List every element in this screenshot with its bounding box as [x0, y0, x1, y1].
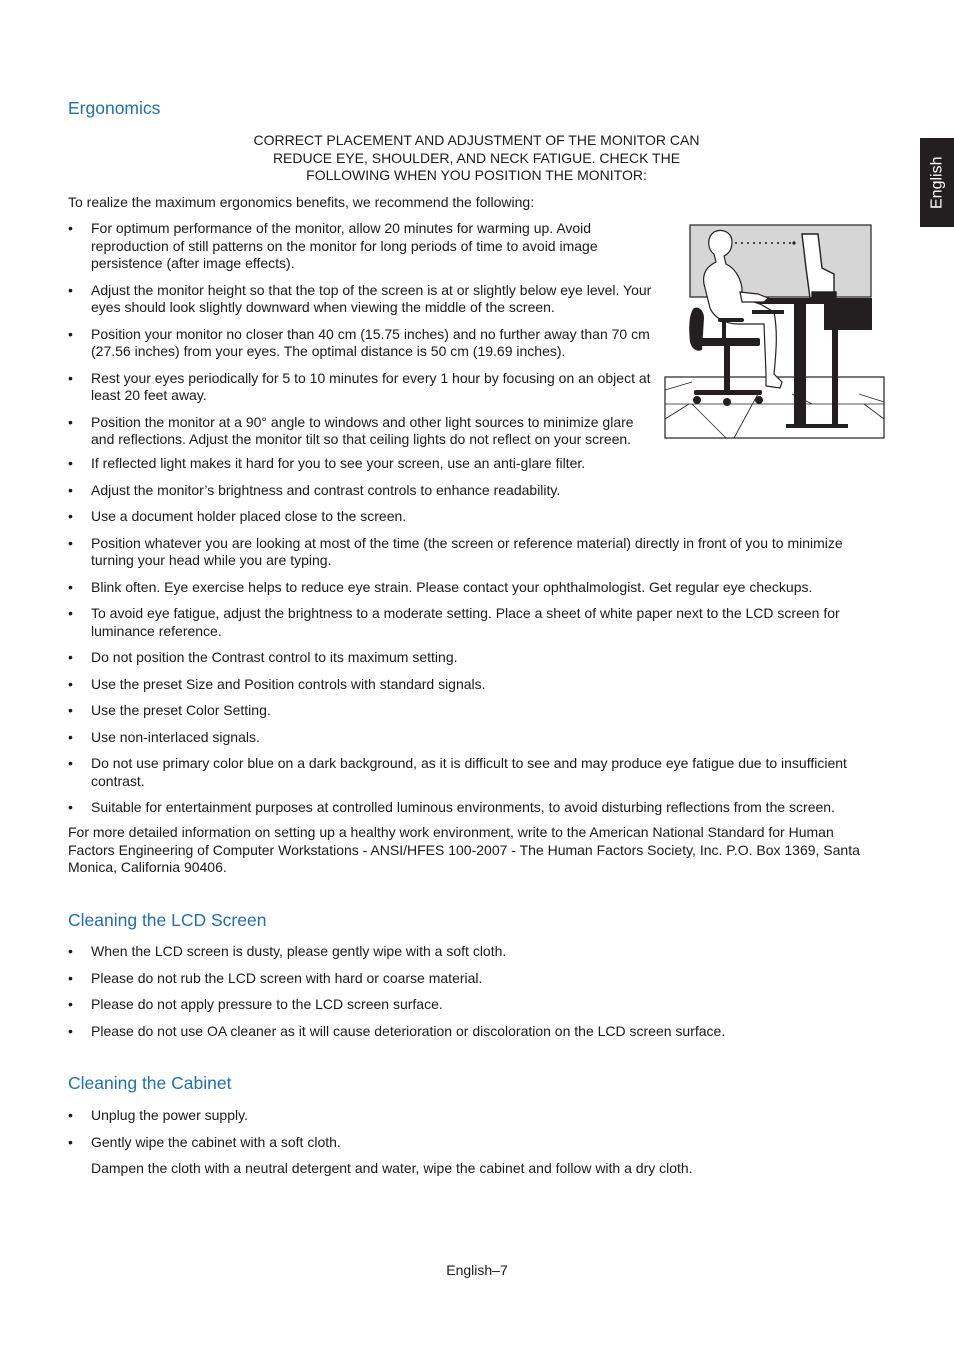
- list-item: • Gently wipe the cabinet with a soft cloth.: [68, 1133, 341, 1150]
- list-item: • Use non-interlaced signals.: [68, 728, 260, 745]
- section-heading-ergonomics: Ergonomics: [68, 98, 161, 118]
- bullet: •: [68, 799, 73, 815]
- list-item: • Position whatever you are looking at most of the time (the screen or reference material) directly in front of you to minimize turning your head while you are typing.: [68, 534, 843, 568]
- bullet: •: [68, 220, 73, 236]
- bullet: •: [68, 728, 73, 745]
- list-item: • Please do not apply pressure to the LCD screen surface.: [68, 996, 443, 1012]
- list-item: • Blink often. Eye exercise helps to reduce eye strain. Please contact your ophthalmologist. Get regular eye checkups.: [68, 578, 813, 595]
- cleaning-lcd-list: [68, 943, 873, 1049]
- list-item: • Unplug the power supply.: [68, 1107, 248, 1123]
- bullet: •: [68, 413, 73, 430]
- bullet: •: [68, 578, 73, 595]
- bullet: •: [68, 969, 73, 986]
- list-item: • Please do not use OA cleaner as it will cause deterioration or discoloration on the LCD screen surface.: [68, 1022, 726, 1039]
- list-item: • Adjust the monitor’s brightness and contrast controls to enhance readability.: [68, 481, 561, 498]
- bullet: •: [68, 943, 73, 959]
- list-item: • To avoid eye fatigue, adjust the brightness to a moderate setting. Place a sheet of white paper next to the LCD screen for luminance reference.: [68, 605, 840, 639]
- bullet: •: [68, 675, 73, 692]
- closing-paragraph: For more detailed information on setting up a healthy work environment, write to the American National Standard for Human Factors Engineering of Computer Workstations - ANSI/HFES 100-2007 - The Human Factors Society, Inc. P.O. Box 1369, Santa Monica, California 90406.: [68, 824, 860, 875]
- language-tab[interactable]: [920, 138, 954, 227]
- workstation-illustration: [664, 224, 886, 440]
- bullet: •: [68, 325, 73, 342]
- intro-text: To realize the maximum ergonomics benefits, we recommend the following:: [68, 194, 535, 210]
- bullet: •: [68, 702, 73, 718]
- bullet: •: [68, 1133, 73, 1150]
- section-heading-cleaning-cabinet: Cleaning the Cabinet: [68, 1073, 232, 1093]
- bullet: •: [68, 996, 73, 1012]
- list-item: • Please do not rub the LCD screen with hard or coarse material.: [68, 969, 483, 986]
- keyboard: [752, 310, 784, 314]
- bullet: •: [68, 534, 73, 551]
- list-item: • Rest your eyes periodically for 5 to 10 minutes for every 1 hour by focusing on an object at least 20 feet away.: [68, 369, 651, 403]
- bullet: •: [68, 1022, 73, 1039]
- list-item: • For optimum performance of the monitor, allow 20 minutes for warming up. Avoid reproduction of still patterns on the monitor for long periods of time to avoid image persistence (after image effects).: [68, 220, 598, 271]
- list-item: • Do not position the Contrast control to its maximum setting.: [68, 649, 458, 665]
- cleaning-cabinet-list: [68, 1107, 873, 1160]
- list-item: • Position the monitor at a 90° angle to windows and other light sources to minimize glare and reflections. Adjust the monitor tilt so that ceiling lights do not reflect on your screen.: [68, 413, 634, 447]
- list-item: • If reflected light makes it hard for you to see your screen, use an anti-glare filter.: [68, 455, 586, 471]
- ergonomics-list-full: [68, 455, 873, 826]
- notice-line: FOLLOWING WHEN YOU POSITION THE MONITOR:: [306, 167, 647, 183]
- list-item: • When the LCD screen is dusty, please gently wipe with a soft cloth.: [68, 943, 507, 959]
- bullet: •: [68, 455, 73, 471]
- bullet: •: [68, 605, 73, 621]
- bullet: •: [68, 369, 73, 386]
- bullet: •: [68, 755, 73, 771]
- bullet: •: [68, 481, 73, 498]
- list-item: • Use a document holder placed close to the screen.: [68, 508, 407, 524]
- list-item: • Suitable for entertainment purposes at controlled luminous environments, to avoid disturbing reflections from the screen.: [68, 799, 835, 815]
- notice-block: [208, 132, 745, 185]
- cabinet-note: Dampen the cloth with a neutral detergent and water, wipe the cabinet and follow with a dry cloth.: [91, 1160, 693, 1176]
- page-number: English–7: [446, 1262, 508, 1278]
- list-item: • Use the preset Size and Position controls with standard signals.: [68, 675, 486, 692]
- language-tab-label: English: [928, 156, 946, 209]
- bullet: •: [68, 649, 73, 665]
- ergonomics-list-narrow: [68, 220, 652, 458]
- list-item: • Adjust the monitor height so that the top of the screen is at or slightly below eye level. Your eyes should look slightly downward when viewing the middle of the screen.: [68, 281, 652, 315]
- list-item: • Do not use primary color blue on a dark background, as it is difficult to see and may produce eye fatigue due to insufficient contrast.: [68, 755, 847, 789]
- list-item: • Position your monitor no closer than 40 cm (15.75 inches) and no further away than 70 cm (27.56 inches) from your eyes. The optimal distance is 50 cm (19.69 inches).: [68, 325, 650, 359]
- bullet: •: [68, 508, 73, 524]
- list-item: • Use the preset Color Setting.: [68, 702, 271, 718]
- bullet: •: [68, 281, 73, 298]
- notice-line: CORRECT PLACEMENT AND ADJUSTMENT OF THE MONITOR CAN: [253, 132, 700, 148]
- notice-line: REDUCE EYE, SHOULDER, AND NECK FATIGUE. CHECK THE: [272, 149, 681, 166]
- bullet: •: [68, 1107, 73, 1123]
- section-heading-cleaning-lcd: Cleaning the LCD Screen: [68, 910, 267, 930]
